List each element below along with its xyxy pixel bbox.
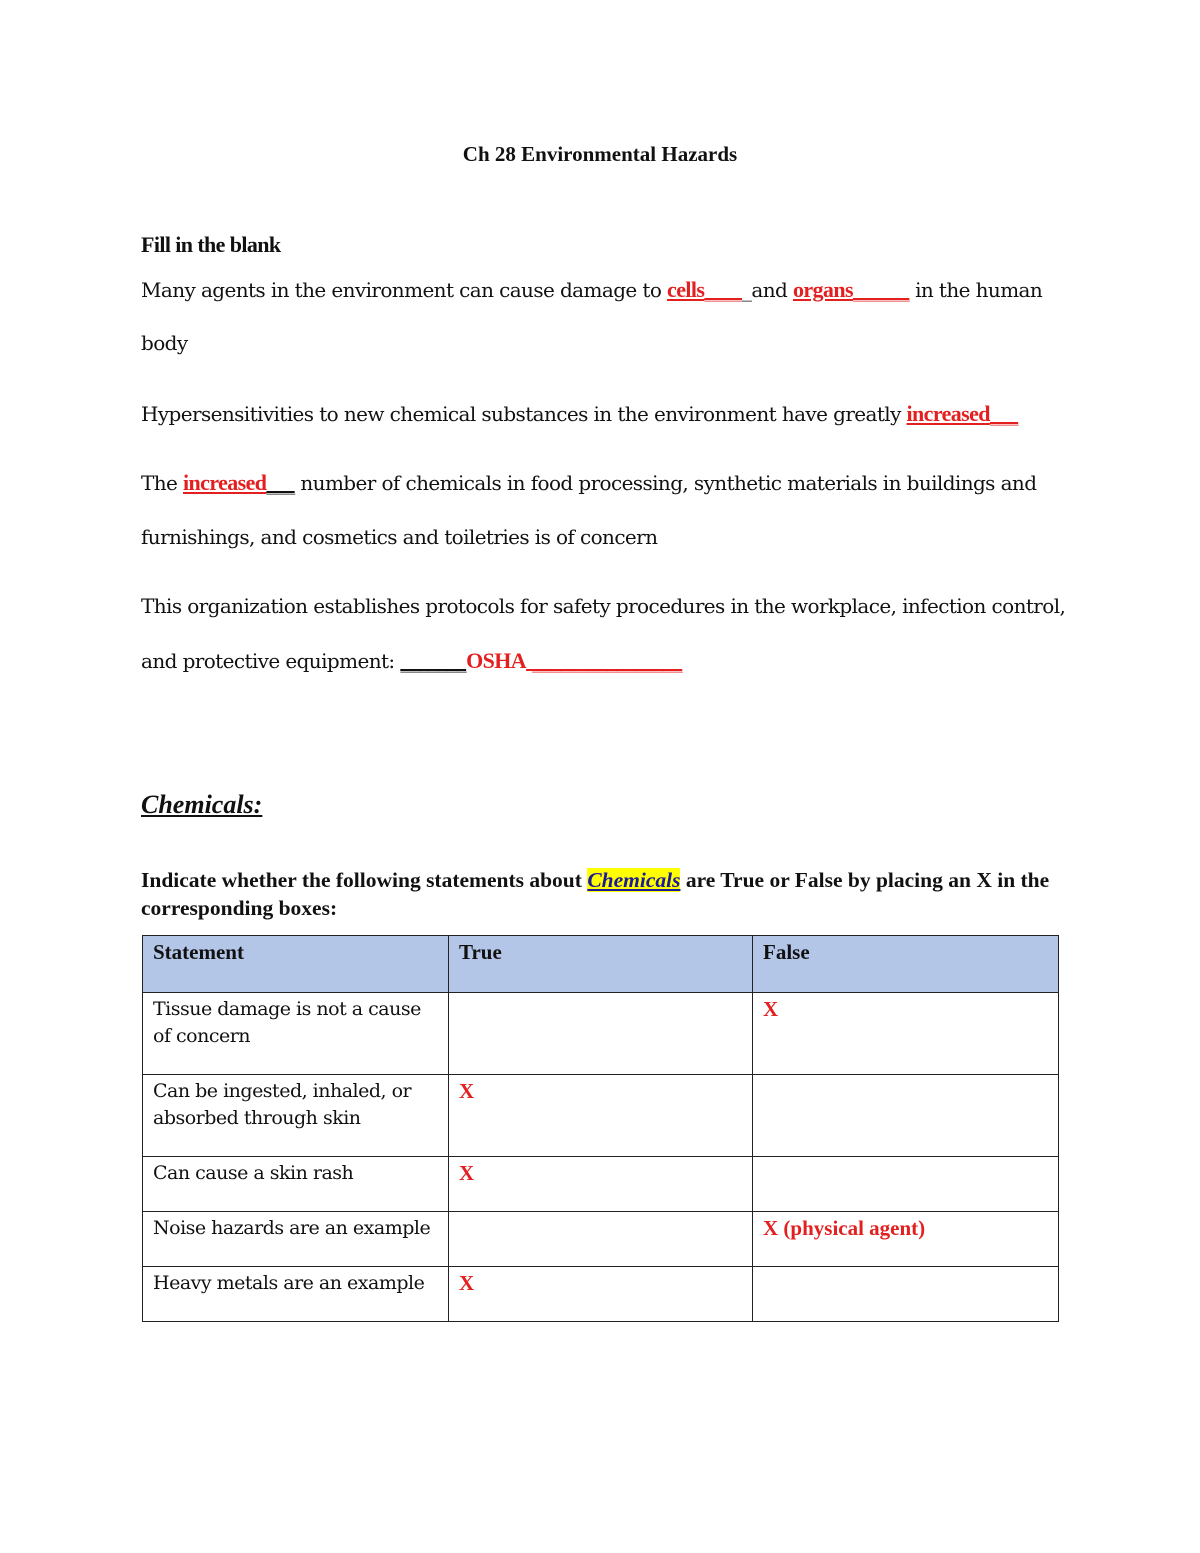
false-cell[interactable] [753,1267,1059,1322]
table-row [143,1157,1059,1212]
q1-text-post: in the human [909,278,1043,302]
true-cell[interactable] [449,993,753,1075]
q4-blank-after: ________________ [526,649,683,673]
q2-text-pre: Hypersensitivities to new chemical substances in the environment have greatly [141,402,907,426]
question-4: This organization establishes protocols for safety procedures in the workplace, infection control, [141,594,1066,618]
q1-answer-organs: organs [792,277,853,302]
q1-blank-2: ______ [852,278,910,302]
q1-text-pre: Many agents in the environment can cause damage to [141,278,668,302]
instructions-post: are True or False by placing an X in the corresponding boxes: [141,868,1050,920]
q2-blank: ___ [989,402,1019,426]
q3-text-pre: The [141,471,184,495]
question-3-continued: furnishings, and cosmetics and toiletries is of concern [141,525,658,549]
true-cell[interactable]: X [449,1267,753,1322]
header-false: False [753,936,1059,993]
q4-answer: OSHA [466,648,527,673]
false-cell[interactable]: X [753,993,1059,1075]
true-cell[interactable] [449,1212,753,1267]
question-4-continued [141,648,682,674]
q4-blank-before: _______ [400,649,467,673]
question-2 [141,401,1018,427]
instructions-pre: Indicate whether the following statements about [141,868,588,892]
instructions [141,866,1071,922]
false-cell[interactable] [753,1157,1059,1212]
question-1 [141,277,1042,303]
true-cell[interactable]: X [449,1157,753,1212]
statement-cell: Can be ingested, inhaled, or absorbed through skin [143,1075,449,1157]
instructions-highlight: Chemicals [587,868,681,892]
header-true: True [449,936,753,993]
q1-text-mid: _and [741,278,793,302]
question-3 [141,470,1036,496]
question-1-continued: body [141,331,188,355]
false-cell[interactable] [753,1075,1059,1157]
q3-answer: increased [183,470,267,495]
table-row [143,1075,1059,1157]
fill-in-heading: Fill in the blank [141,232,281,257]
page-title: Ch 28 Environmental Hazards [462,142,738,166]
q2-answer: increased [906,401,990,426]
table-row [143,1267,1059,1322]
table-row [143,993,1059,1075]
statement-cell: Heavy metals are an example [143,1267,449,1322]
q1-answer-cells: cells [667,277,705,302]
statement-cell: Tissue damage is not a cause of concern [143,993,449,1075]
statement-cell: Can cause a skin rash [143,1157,449,1212]
q3-text-post: number of chemicals in food processing, synthetic materials in buildings and [294,471,1037,495]
statement-cell: Noise hazards are an example [143,1212,449,1267]
true-cell[interactable]: X [449,1075,753,1157]
q4-text-pre: and protective equipment: [141,649,401,673]
header-statement: Statement [143,936,449,993]
table-row [143,1212,1059,1267]
chemicals-heading: Chemicals: [141,790,263,819]
q1-blank-1: ____ [704,278,742,302]
q3-blank: ___ [266,471,295,495]
table-header-row [143,936,1059,993]
true-false-table [142,935,1059,1322]
false-cell[interactable]: X (physical agent) [753,1212,1059,1267]
